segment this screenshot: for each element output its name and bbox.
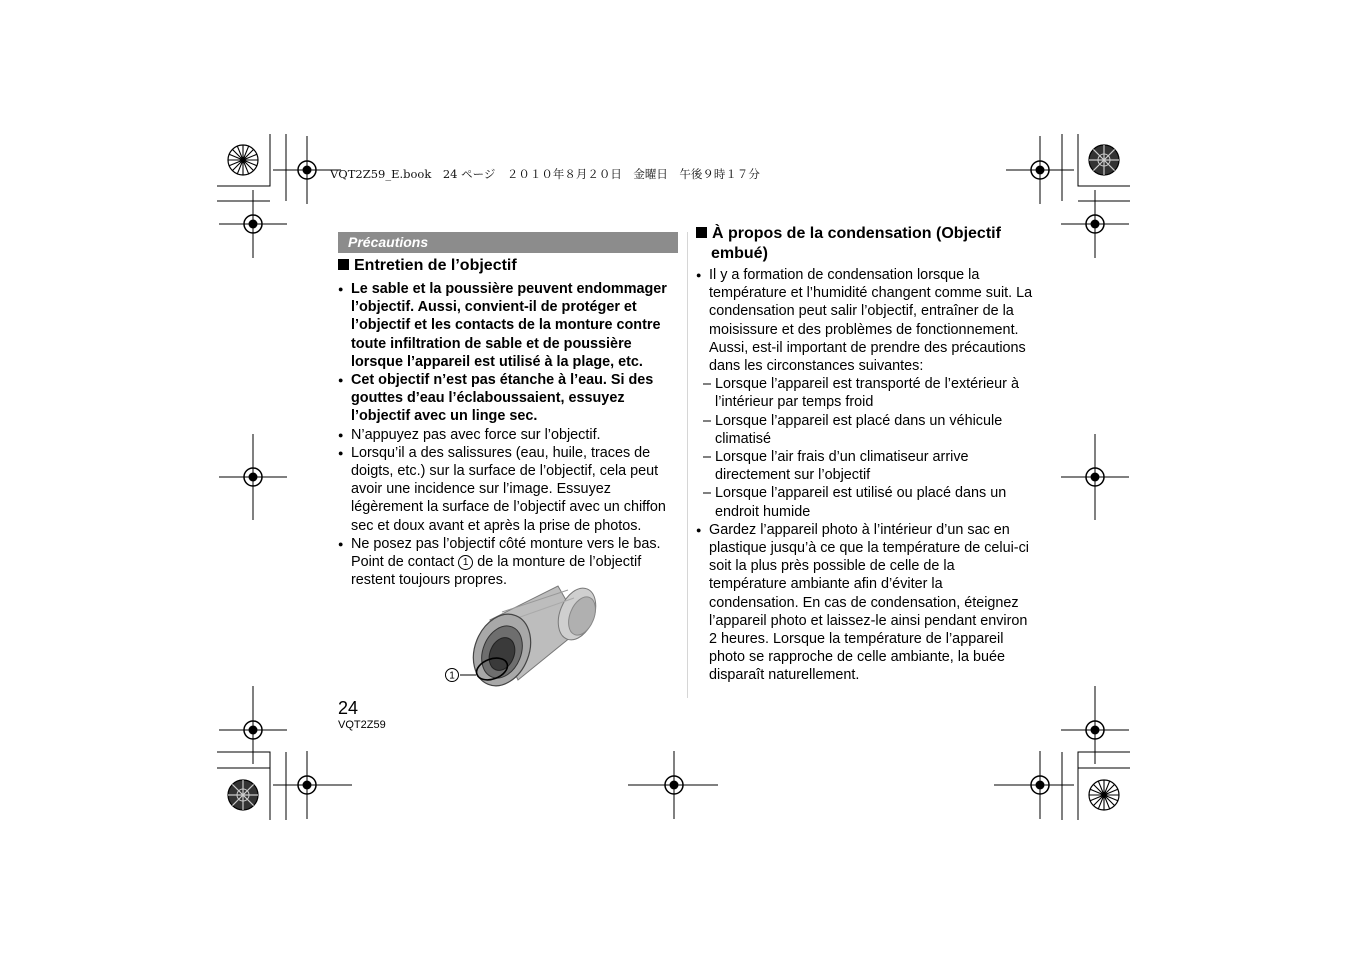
bottom-right-star-target bbox=[1089, 780, 1119, 810]
right-column bbox=[696, 224, 1041, 685]
callout-label: 1 bbox=[449, 670, 455, 682]
right-lower-crosshair bbox=[1061, 696, 1129, 764]
list-item: ● Le sable et la poussière peuvent endommager l’objectif. Aussi, convient-il de protéger et l’objectif et les contacts de la monture contre toute infiltration de sable et de poussière lorsque l’appareil est utilisé à la plage, etc. bbox=[338, 280, 683, 371]
list-item: – Lorsque l’appareil est transporté de l’extérieur à l’intérieur par temps froid bbox=[696, 375, 1036, 411]
square-bullet-icon bbox=[696, 227, 707, 238]
right-heading-text: À propos de la condensation (Objectif embué) bbox=[711, 225, 1001, 262]
top-right-crosshair bbox=[1006, 136, 1074, 204]
list-item: – Lorsque l’appareil est placé dans un véhicule climatisé bbox=[696, 412, 1036, 448]
list-item: ● Lorsqu’il a des salissures (eau, huile, traces de doigts, etc.) sur la surface de l’objectif, cela peut avoir une incidence sur l’image. Essuyez légèrement la surface de l’objectif avec un chiffon sec et doux avant et après la prise de photos. bbox=[338, 444, 683, 535]
page-number: 24 bbox=[338, 698, 359, 718]
circled-number-1: 1 bbox=[458, 555, 473, 570]
right-heading bbox=[696, 224, 1041, 264]
column-divider bbox=[687, 232, 688, 698]
section-title: Précautions bbox=[338, 232, 678, 253]
list-item: – Lorsque l’air frais d’un climatiseur arrive directement sur l’objectif bbox=[696, 448, 1036, 484]
lens-illustration bbox=[440, 580, 610, 695]
list-item-text-b: de la monture de l’objectif restent toujours propres. bbox=[351, 554, 642, 589]
left-heading-text: Entretien de l’objectif bbox=[354, 257, 517, 274]
bottom-left-star-target bbox=[228, 780, 258, 810]
list-item: ● Gardez l’appareil photo à l’intérieur d’un sac en plastique jusqu’à ce que la température de celui-ci soit la plus près possible de celle de la température ambiante afin d’éviter la condensation. En cas de condensation, éteignez l’appareil photo et laissez-le ainsi pendant environ 2 heures. Lorsque la température de l’appareil photo se rapproche de celle ambiante, la buée disparaît naturellement. bbox=[696, 521, 1036, 685]
list-item: ● N’appuyez pas avec force sur l’objectif. bbox=[338, 426, 683, 444]
left-bullet-list bbox=[338, 280, 683, 589]
left-upper-crosshair bbox=[219, 190, 287, 258]
list-item-text-a: Ne posez pas l’objectif côté monture vers le bas. Point de contact bbox=[351, 535, 661, 571]
list-item: – Lorsque l’appareil est utilisé ou placé dans un endroit humide bbox=[696, 484, 1036, 520]
left-column bbox=[338, 256, 683, 589]
right-bullet-list bbox=[696, 266, 1036, 685]
list-item: ● Cet objectif n’est pas étanche à l’eau. Si des gouttes d’eau l’éclaboussaient, essuyez l’objectif avec un linge sec. bbox=[338, 371, 683, 426]
square-bullet-icon bbox=[338, 259, 349, 270]
left-heading bbox=[338, 256, 683, 276]
right-upper-crosshair bbox=[1061, 190, 1129, 258]
print-header: VQT2Z59_E.book 24 ページ ２０１０年８月２０日 金曜日 午後９時１７分 bbox=[330, 167, 760, 181]
top-right-star-target bbox=[1089, 145, 1119, 175]
document-code: VQT2Z59 bbox=[338, 719, 386, 731]
list-item: ● Il y a formation de condensation lorsque la température et l’humidité changent comme suit. La condensation peut salir l’objectif, entraîner de la moisissure et des problèmes de fonctionnement. Aussi, est-il important de prendre des précautions dans les circonstances suivantes: bbox=[696, 266, 1036, 375]
top-left-star-target bbox=[228, 145, 258, 175]
left-lower-crosshair bbox=[219, 696, 287, 764]
